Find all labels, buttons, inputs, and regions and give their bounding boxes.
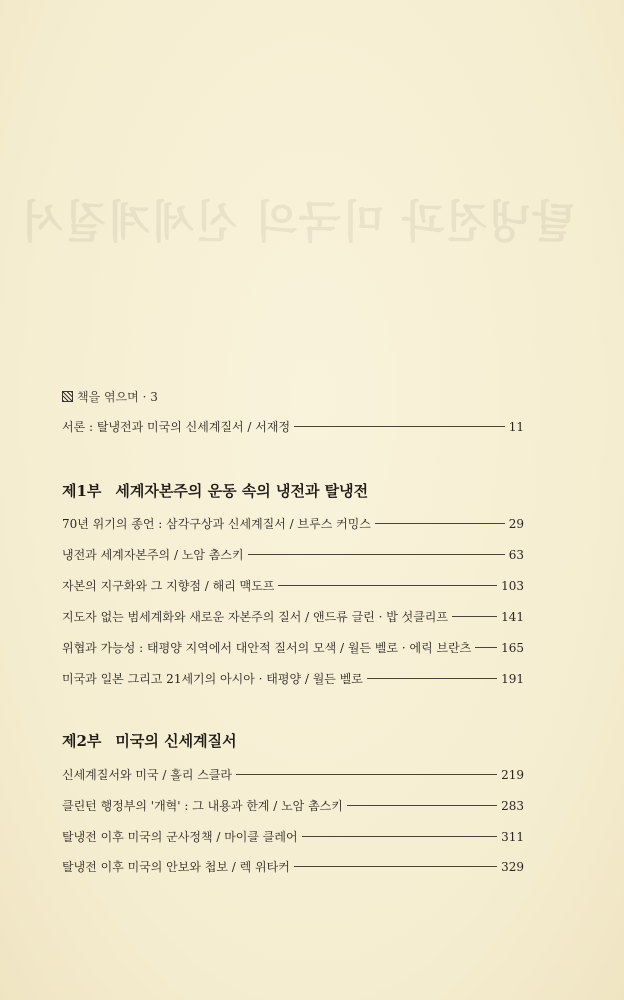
leader-line [294, 866, 497, 867]
entry-page: 311 [501, 829, 524, 844]
toc-entry [62, 608, 524, 625]
entry-page: 141 [501, 609, 524, 624]
toc-entry [62, 828, 524, 845]
toc-entry [62, 515, 524, 532]
toc-entry [62, 858, 524, 875]
preface-page: 3 [150, 390, 158, 404]
entry-title: 미국과 일본 그리고 21세기의 아시아 · 태평양 / 월든 벨로 [62, 672, 363, 686]
entry-title: 신세계질서와 미국 / 홀리 스클라 [62, 768, 232, 782]
entry-title: 냉전과 세계자본주의 / 노암 촘스키 [62, 548, 244, 562]
part-title: 미국의 신세계질서 [115, 732, 237, 750]
leader-line [375, 523, 505, 524]
entry-title: 자본의 지구화와 그 지향점 / 해리 맥도프 [62, 579, 275, 593]
entry-page: 329 [501, 859, 524, 874]
entry-page: 63 [508, 547, 524, 562]
show-through-title: 탈냉전과 미국의 신세계질서 [20, 197, 575, 248]
toc-entry [62, 670, 524, 687]
leader-line [294, 426, 505, 427]
toc-entry [62, 577, 524, 594]
entry-page: 103 [501, 578, 524, 593]
preface-label: 책을 엮으며 [77, 390, 139, 404]
leader-line [452, 616, 497, 617]
entry-title: 70년 위기의 종언 : 삼각구상과 신세계질서 / 브루스 커밍스 [62, 517, 371, 531]
part-title: 세계자본주의 운동 속의 냉전과 탈냉전 [115, 482, 369, 500]
entry-page: 165 [501, 640, 524, 655]
part-number: 제1부 [62, 482, 102, 500]
leader-line [347, 805, 497, 806]
part-1-heading [62, 480, 368, 501]
preface-entry: 책을 엮으며 · 3 [62, 388, 158, 405]
toc-entry [62, 797, 524, 814]
entry-page: 191 [501, 671, 524, 686]
entry-page: 219 [501, 767, 524, 782]
toc-entry-intro [62, 418, 524, 435]
leader-line [475, 647, 497, 648]
leader-line [367, 678, 497, 679]
leader-line [302, 836, 498, 837]
part-2-heading [62, 730, 237, 751]
entry-page: 11 [508, 419, 524, 434]
toc-entry [62, 546, 524, 563]
leader-line [236, 774, 497, 775]
entry-page: 29 [508, 516, 524, 531]
leader-line [248, 554, 505, 555]
entry-page: 283 [501, 798, 524, 813]
leader-line [278, 585, 497, 586]
toc-entry [62, 639, 524, 656]
entry-title: 탈냉전 이후 미국의 안보와 첩보 / 렉 위타커 [62, 860, 290, 874]
entry-title: 서론 : 탈냉전과 미국의 신세계질서 / 서재정 [62, 420, 291, 434]
entry-title: 탈냉전 이후 미국의 군사정책 / 마이클 클레어 [62, 830, 298, 844]
entry-title: 위협과 가능성 : 태평양 지역에서 대안적 질서의 모색 / 월든 벨로 · 에릭 브란츠 [62, 641, 472, 655]
entry-title: 클린턴 행정부의 '개혁' : 그 내용과 한계 / 노암 촘스키 [62, 799, 343, 813]
part-number: 제2부 [62, 732, 102, 750]
entry-title: 지도자 없는 범세계화와 새로운 자본주의 질서 / 앤드류 글린 · 밥 섯클리프 [62, 610, 448, 624]
hatched-box-icon [62, 391, 73, 402]
toc-entry [62, 766, 524, 783]
